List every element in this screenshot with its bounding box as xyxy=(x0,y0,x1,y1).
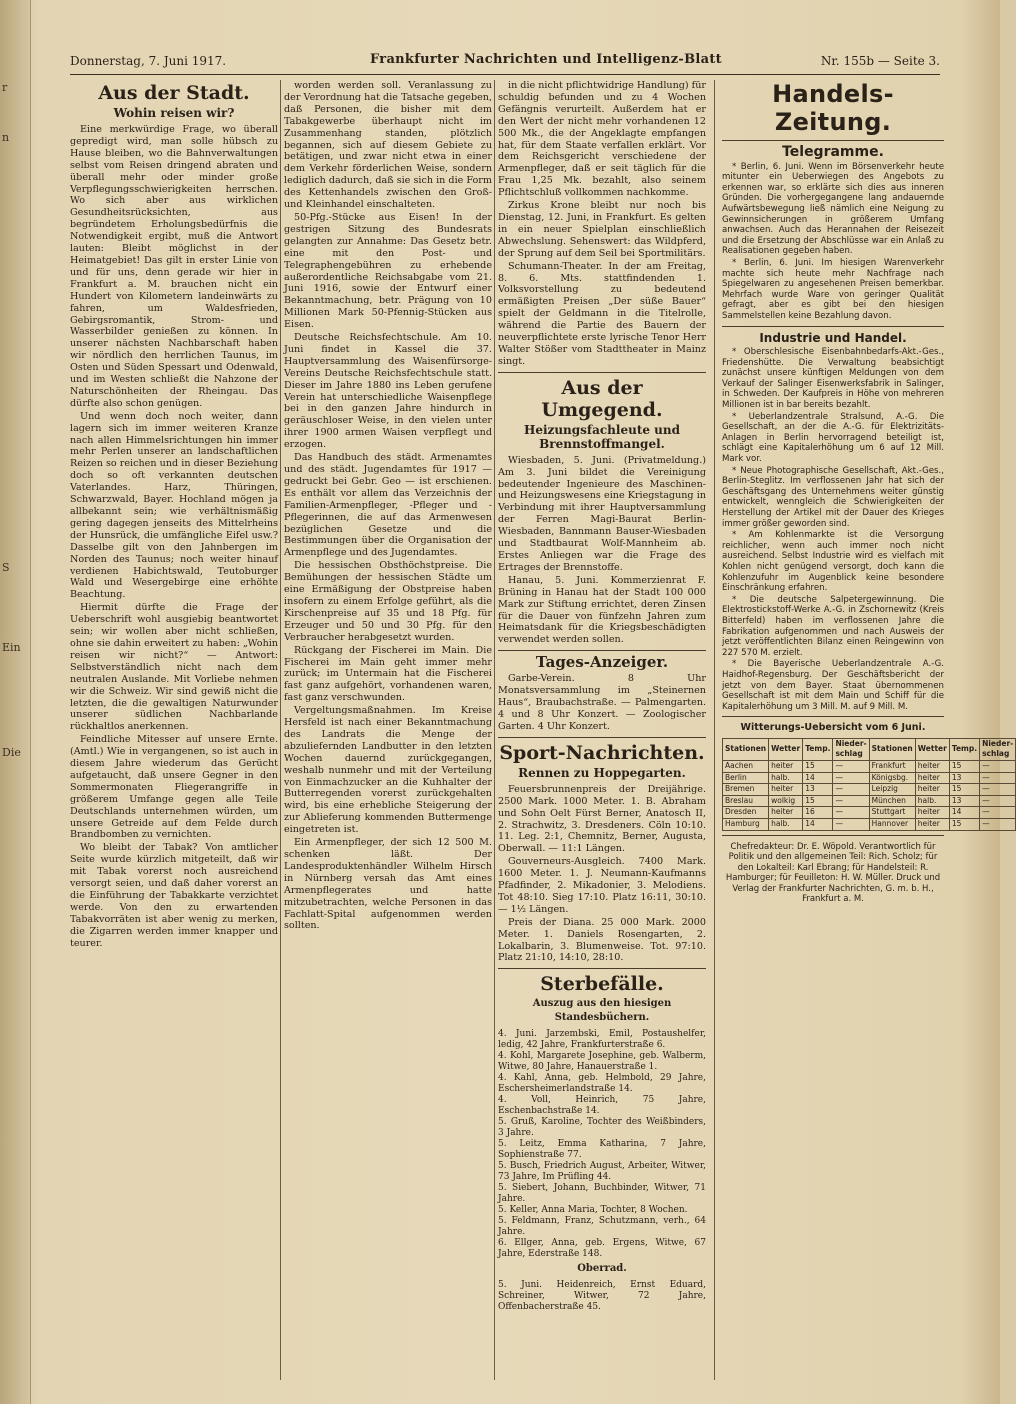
article-paragraph: Hanau, 5. Juni. Kommerzienrat F. Brüning in Hanau hat der Stadt 100 000 Mark zur Stiftung errichtet, deren Zinsen für die Dauer von fünfzehn Jahren zum Heimatsdank für die Kriegsbeschädigten verwendet werden sollen. xyxy=(498,574,706,646)
weather-cell: heiter xyxy=(915,819,949,831)
weather-cell: — xyxy=(980,772,1016,784)
weather-cell: 15 xyxy=(949,761,979,773)
weather-cell: — xyxy=(833,784,869,796)
article-paragraph: 50-Pfg.-Stücke aus Eisen! In der gestrigen Sitzung des Bundesrats gelangten zur Annahme: Das Gesetz betr. eine mit den Post- und Telegraphengebühren zu erhebende außerordentliche Reichsabgabe vom 21. Juni 1916, sowie der Entwurf einer Bekanntmachung, betr. Prägung von 10 Millionen Mark 50-Pfennig-Stücken aus Eisen. xyxy=(284,211,492,331)
death-entry: 5. Siebert, Johann, Buchbinder, Witwer, 71 Jahre. xyxy=(498,1183,706,1205)
death-entry: 5. Keller, Anna Maria, Tochter, 8 Wochen. xyxy=(498,1205,688,1216)
left-page-edge xyxy=(0,0,31,1404)
weather-row xyxy=(723,784,1016,796)
article-paragraph: Das Handbuch des städt. Armenamtes und des städt. Jugendamtes für 1917 — gedruckt bei Gebr. Geo — ist erschienen. Es enthält vor allem das Verzeichnis der Familien-Armenpfleger, -Pfleger und -Pflegerinnen, die auf das Armenwesen bezüglichen Gesetze und die Bestimmungen über die Organisation der Armenpflege und des Jugendamtes. xyxy=(284,452,492,559)
weather-header: Temp. xyxy=(949,738,979,760)
weather-cell: 15 xyxy=(803,795,833,807)
race-result: Feuersbrunnenpreis der Dreijährige. 2500 Mark. 1000 Meter. 1. B. Abraham und Sohn Oelt Fürst Berner, Anatosch II, 2. Strachwitz, 3. Dresdeners. Cöln 10:10. 11. Leg. 2:1, Chemnitz, Berner, Augusta, Oberwall. — 11:1 Längen. xyxy=(498,783,706,855)
weather-cell: wolkig xyxy=(769,795,803,807)
race-result: Gouverneurs-Ausgleich. 7400 Mark. 1600 Meter. 1. J. Neumann-Kaufmanns Pfadfinder, 2. Mikadonier, 3. Melodiens. Tot 48:10. Sieg 17:10. Platz 16:11, 30:10. — 1½ Längen. xyxy=(498,856,706,915)
weather-cell: — xyxy=(980,795,1016,807)
weather-row xyxy=(723,795,1016,807)
industry-paragraph: * Ueberlandzentrale Stralsund, A.-G. Die Gesellschaft, an der die A.-G. für Elektrizitäts-Anlagen in Berlin hervorragend beteiligt ist, schlägt eine Kapitalerhöhung um 6 auf 12 Mill. Mark vor. xyxy=(722,411,944,465)
article-paragraph: Deutsche Reichsfechtschule. Am 10. Juni findet in Kassel die 37. Hauptversammlung des Waisenfürsorge-Vereins Deutsche Reichsfechtschule statt. Dieser im Jahre 1880 ins Leben gerufene Verein hat unterschiedliche Waisenpflege bei in den ganzen Jahre hindurch in geräuschloser Weise, in den vielen unter ihrer 1900 armen Waisen verpflegt und erzogen. xyxy=(284,332,492,451)
industry-paragraph: * Die deutsche Salpetergewinnung. Die Elektrostickstoff-Werke A.-G. in Zschornewitz (Kreis Bitterfeld) haben im verflossenen Jahre die Fabrikation aufgenommen und nach Ausweis der jetzt veröffentlichten Bilanz einen Reingewinn von 227 570 M. erzielt. xyxy=(722,594,944,658)
weather-cell: Dresden xyxy=(723,807,769,819)
article-paragraph: * Berlin, 6. Juni. Im hiesigen Warenverkehr machte sich heute mehr Nachfrage nach Spiegelwaren zu angesehenen Preisen bemerkbar. Mehrfach wurde Ware von geringer Qualität gefragt, aber es gibt bei den hiesigen Sammelstellen keine Bezahlung davon. xyxy=(722,257,944,321)
weather-cell: 15 xyxy=(803,761,833,773)
weather-cell: — xyxy=(980,819,1016,831)
death-entry: 4. Kohl, Margarete Josephine, geb. Walberm, Witwe, 80 Jahre, Hanauerstraße 1. xyxy=(498,1051,706,1073)
weather-cell: Stuttgart xyxy=(869,807,915,819)
weather-cell: heiter xyxy=(769,761,803,773)
weather-cell: München xyxy=(869,795,915,807)
divider xyxy=(498,968,706,969)
weather-row xyxy=(723,819,1016,831)
weather-cell: Königsbg. xyxy=(869,772,915,784)
weather-cell: — xyxy=(980,784,1016,796)
article-paragraph: Wo bleibt der Tabak? Von amtlicher Seite wurde kürzlich mitgeteilt, daß wir mit Tabak vorerst noch ausreichend versorgt seien, und daß daher vorerst an die Einführung der Tabakkarte verzichtet werde. Von den zu erwartenden Tabakvorräten ist aber wenig zu merken, die Zigarren werden immer knapper und teurer. xyxy=(70,842,278,949)
weather-cell: 15 xyxy=(949,784,979,796)
weather-cell: halb. xyxy=(769,772,803,784)
masthead xyxy=(70,52,940,75)
column-handelszeitung xyxy=(722,80,1014,1380)
weather-cell: — xyxy=(833,807,869,819)
weather-header: Temp. xyxy=(803,738,833,760)
weather-row xyxy=(723,761,1016,773)
telegram-heading: Telegramme. xyxy=(782,144,884,160)
article-paragraph: worden werden soll. Veranlassung zu der Verordnung hat die Tatsache gegeben, daß Personen, die bisher mit dem Tabakgewerbe überhaupt nicht im Zusammenhang standen, plötzlich begannen, sich auf diesem Gebiete zu betätigen, und zwar nicht etwa in einer dem Verkehr förderlichen Weise, sondern lediglich dadurch, daß sie sich in die Form des Kettenhandels zwischen den Groß- und Kleinhandel einschalteten. xyxy=(284,80,492,211)
divider xyxy=(498,372,706,373)
weather-header: Nieder-schlag xyxy=(980,738,1016,760)
death-entry: 4. Juni. Jarzembski, Emil, Postaushelfer, ledig, 42 Jahre, Frankfurterstraße 6. xyxy=(498,1029,706,1051)
section-heading-tagesanzeiger: Tages-Anzeiger. xyxy=(535,653,669,672)
industry-heading: Industrie und Handel. xyxy=(759,330,907,345)
death-entry: 5. Juni. Heidenreich, Ernst Eduard, Schreiner, Witwer, 72 Jahre, Offenbacherstraße 45. xyxy=(498,1280,706,1313)
weather-cell: heiter xyxy=(915,807,949,819)
industry-paragraph: * Oberschlesische Eisenbahnbedarfs-Akt.-Ges., Friedenshütte. Die Verwaltung beabsichtigt zunächst unsere künftigen Meldungen von dem Verkauf der Salinger Eisenwerksfabrik in Salinger, in Schweden. Der Kaufpreis in Höhe von mehreren Millionen ist in bar bereits bezahlt. xyxy=(722,347,944,411)
issue-number: Nr. 155b — Seite 3. xyxy=(820,54,940,68)
column-local-news-continued xyxy=(284,80,492,1380)
edge-fragment: Die xyxy=(2,746,21,759)
weather-cell: heiter xyxy=(769,807,803,819)
weather-heading: Witterungs-Uebersicht vom 6 Juni. xyxy=(740,722,926,734)
weather-cell: heiter xyxy=(769,784,803,796)
section-heading-handels: Handels-Zeitung. xyxy=(772,80,894,136)
weather-cell: 14 xyxy=(949,807,979,819)
weather-cell: — xyxy=(833,772,869,784)
divider xyxy=(722,140,944,141)
article-heading-reisen: Wohin reisen wir? xyxy=(113,106,235,120)
weather-cell: Berlin xyxy=(723,772,769,784)
deaths-subheading-oberrad: Oberrad. xyxy=(577,1263,627,1275)
edge-fragment: Ein xyxy=(2,641,21,654)
deaths-subheading: Auszug aus den hiesigen Standesbüchern. xyxy=(532,998,672,1024)
weather-cell: 13 xyxy=(949,772,979,784)
weather-cell: — xyxy=(980,807,1016,819)
weather-cell: — xyxy=(833,795,869,807)
article-paragraph: Feindliche Mitesser auf unsere Ernte. (Amtl.) Wie in vergangenen, so ist auch in diesem Jahre wiederum das Gerücht aufgetaucht, daß unsere Gegner in den Sommermonaten Fliegerangriffe in größerem Umfange gegen alle Teile Deutschlands unternehmen würden, um unsere Getreide auf dem Felde durch Brandbomben zu vernichten. xyxy=(70,734,278,841)
weather-table xyxy=(722,738,1016,831)
edge-fragment: S xyxy=(2,561,10,574)
weather-cell: 14 xyxy=(803,772,833,784)
article-paragraph: Wiesbaden, 5. Juni. (Privatmeldung.) Am 3. Juni bildet die Vereinigung bedeutender Ingenieure des Maschinen- und Heizungswesens eine Kriegstagung in Verbindung mit ihrer Hauptversammlung der Ferren Magi-Baurat Berlin-Wiesbaden, Bannmann Bauser-Wiesbaden und Stadtbaurat Wolf-Mannheim ab. Erstes Anliegen war die Frage des Ertrages der Brennstoffe. xyxy=(498,454,706,573)
weather-cell: heiter xyxy=(915,772,949,784)
weather-cell: heiter xyxy=(915,784,949,796)
weather-header: Stationen xyxy=(869,738,915,760)
weather-cell: 13 xyxy=(803,784,833,796)
article-heading-hoppegarten: Rennen zu Hoppegarten. xyxy=(518,765,686,780)
weather-row xyxy=(723,772,1016,784)
weather-cell: heiter xyxy=(915,761,949,773)
industry-paragraph: * Neue Photographische Gesellschaft, Akt.-Ges., Berlin-Steglitz. Im verflossenen Jahr hat sich der Geschäftsgang des Unternehmens weiter günstig entwickelt, wenngleich die Schwierigkeiten der Herstellung der Artikel mit der Dauer des Krieges immer größer geworden sind. xyxy=(722,465,944,529)
article-paragraph: Die hessischen Obsthöchstpreise. Die Bemühungen der hessischen Städte um eine Ermäßigung der Obstpreise haben insofern zu einem Erfolge geführt, als die Kirschenpreise auf 35 und 18 Pfg. für Erzeuger und 50 und 30 Pfg. für den Verbraucher herabgesetzt wurden. xyxy=(284,560,492,643)
weather-header: Stationen xyxy=(723,738,769,760)
death-entry: 4. Kahl, Anna, geb. Helmbold, 29 Jahre, Eschersheimerlandstraße 14. xyxy=(498,1073,706,1095)
article-paragraph: Vergeltungsmaßnahmen. Im Kreise Hersfeld ist nach einer Bekanntmachung des Landrats die Menge der abzuliefernden Landbutter in den letzten Wochen dauernd zurückgegangen, weshalb nunmehr und mit der Verteilung von Einmachzucker an die Kuhhalter der Butterregenden vorerst zurückgehalten wird, bis eine erhebliche Steigerung der zur Ablieferung kommenden Buttermenge eingetreten ist. xyxy=(284,705,492,836)
weather-header: Wetter xyxy=(769,738,803,760)
column-rule xyxy=(714,80,715,1380)
death-entry: 4. Voll, Heinrich, 75 Jahre, Eschenbachstraße 14. xyxy=(498,1095,706,1117)
column-rule xyxy=(494,80,495,1380)
weather-cell: 14 xyxy=(803,819,833,831)
weather-cell: 16 xyxy=(803,807,833,819)
article-paragraph: Und wenn doch noch weiter, dann lagern sich im immer weiteren Kranze nach allen Himmelsrichtungen hin immer mehr Perlen unserer an landschaftlichen Reizen so reichen und in dieser Beziehung doch so oft verkannten deutschen Vaterlandes. Harz, Thüringen, Schwarzwald, Bayer. Hochland mögen ja allbekannt sein; wie verhältnismäßig gering dagegen jenseits des Mittelrheins der Hunsrück, die umfängliche Eifel usw.? Dasselbe gilt von den Jahnbergen im Norden des Taunus; noch weiter hinauf verdienen Habichtswald, Teutoburger Wald und Wesergebirge eine erhöhte Beachtung. xyxy=(70,410,278,601)
death-entry: 5. Feldmann, Franz, Schutzmann, verh., 64 Jahre. xyxy=(498,1216,706,1238)
section-heading-umgegend: Aus der Umgegend. xyxy=(541,376,663,421)
weather-row xyxy=(723,807,1016,819)
column-rule xyxy=(280,80,281,1380)
weather-cell: — xyxy=(833,761,869,773)
divider xyxy=(498,737,706,738)
imprint-footer: Chefredakteur: Dr. E. Wöpold. Verantwortlich für Politik und den allgemeinen Teil: Rich. Scholz; für den Lokalteil: Karl Ebrang; für Handelsteil: R. Hamburger; für Feuilleton: H. W. Müller. Druck und Verlag der Frankfurter Nachrichten, G. m. b. H., Frankfurt a. M. xyxy=(725,841,941,905)
divider xyxy=(722,835,944,836)
weather-cell: — xyxy=(980,761,1016,773)
section-heading-sterbefaelle: Sterbefälle. xyxy=(540,973,664,996)
weather-cell: 13 xyxy=(949,795,979,807)
weather-cell: Leipzig xyxy=(869,784,915,796)
weather-header: Nieder-schlag xyxy=(833,738,869,760)
article-paragraph: in die nicht pflichtwidrige Handlung) für schuldig befunden und zu 4 Wochen Gefängnis verurteilt. Außerdem hat er den Wert der nicht mehr vorhandenen 12 500 Mk., die der Angeklagte empfangen hat, für dem Staate verfallen erklärt. Vor dem Reichsgericht verschiedene der Armenpfleger, daß er seit täglich für die Frau 1,25 Mk. bezahlt, also seinem Pflichtschluß vollkommen nachkomme. xyxy=(498,80,706,199)
section-heading-sport: Sport-Nachrichten. xyxy=(499,741,705,764)
weather-header: Wetter xyxy=(915,738,949,760)
death-entry: 6. Ellger, Anna, geb. Ergens, Witwe, 67 Jahre, Ederstraße 148. xyxy=(498,1238,706,1260)
weather-cell: — xyxy=(833,819,869,831)
article-paragraph: * Berlin, 6. Juni. Wenn im Börsenverkehr heute mitunter ein Ueberwiegen des Angebots zu erkennen war, so erklärte sich dies aus inneren Gründen. Die vorhergegangene lang andauernde Aufwärtsbewegung ließ nämlich eine Neigung zu Gewinnsicherungen in größerem Umfang anwachsen. Auch das Herannahen der Reisezeit und die Ersetzung der Abschlüsse war ein Anlaß zu Realisationen gegeben haben. xyxy=(722,161,944,257)
weather-cell: Hamburg xyxy=(723,819,769,831)
weather-cell: 15 xyxy=(949,819,979,831)
article-paragraph: Zirkus Krone bleibt nur noch bis Dienstag, 12. Juni, in Frankfurt. Es gelten in ein neuer Spielplan einschließlich Abwechslung. Sehenswert: das Wildpferd, der Sprung auf dem Seil bei Sportmilitärs. xyxy=(498,200,706,259)
edge-fragment: n xyxy=(2,131,10,144)
industry-paragraph: * Am Kohlenmarkte ist die Versorgung reichlicher, wenn auch immer noch nicht ausreichend. Selbst Industrie wird es vielfach mit Kohlen nicht genügend versorgt, doch kann die Kohlenzufuhr im Augenblick keine besondere Einschränkung erfahren. xyxy=(722,530,944,594)
death-entry: 5. Leitz, Emma Katharina, 7 Jahre, Sophienstraße 77. xyxy=(498,1139,706,1161)
industry-paragraph: * Die Bayerische Ueberlandzentrale A.-G. Haidhof-Regensburg. Der Geschäftsbericht der jetzt von dem Bayer. Staat übernommenen Gesellschaft ist mit dem Main und Schiff für die Kapitalerhöhung um 3 Mill. M. auf 9 Mill. M. xyxy=(722,659,944,712)
article-paragraph: Eine merkwürdige Frage, wo überall gepredigt wird, man solle hübsch zu Hause bleiben, wo die Bahnverwaltungen selbst vom Reisen dringend abraten und überall mehr oder minder große Verpflegungsschwierigkeiten herrschen. Wo sich aber aus wirklichen Gesundheitsrücksichten, aus begründetem Erholungsbedürfnis die Notwendigkeit ergibt, muß die Antwort lauten: Bleibt möglichst in der Heimatgebiet! Das gilt in erster Linie von und für uns, denn gerade wir hier in Frankfurt a. M. brauchen nicht ein Hundert von Kilometern landeinwärts zu fahren, um Waldesfrieden, Gebirgsromantik, Strom- und Wasserbilder genießen zu können. In unserer nächsten Nachbarschaft haben wir nördlich den herrlichen Taunus, im Osten und Süden Spessart und Odenwald, und im Westen schließt die Nahzone der Naturschönheiten der Rheingau. Das dürfte also schon genügen. xyxy=(70,124,278,409)
death-entry: 5. Busch, Friedrich August, Arbeiter, Witwer, 73 Jahre, Im Prüfling 44. xyxy=(498,1161,706,1183)
race-result: Preis der Diana. 25 000 Mark. 2000 Meter. 1. Daniels Rosengarten, 2. Lokalbarin, 3. Blumenweise. Tot. 97:10. Platz 21:10, 14:10, 28:10. xyxy=(498,916,706,964)
article-paragraph: Ein Armenpfleger, der sich 12 500 M. schenken läßt. Der Landesproduktenhändler Wilhelm Hirsch in Nürnberg versah das Amt eines Armenpflegerates und hatte mitzubetrachten, welche Personen in das Fachlatt-Spital aufgenommen werden sollten. xyxy=(284,837,492,932)
weather-cell: Hannover xyxy=(869,819,915,831)
column-region-sport xyxy=(498,80,706,1380)
article-paragraph: Schumann-Theater. In der am Freitag, 8. 6. Mts. stattfindenden 1. Volksvorstellung zu bedeutend ermäßigten Preisen „Der süße Bauer“ spielt der Geldmann in die Titelrolle, während die Partie des Bauern der neuverpflichtete erste lyrische Tenor Herr Walter Stößer vom Stadttheater in Mainz singt. xyxy=(498,260,706,367)
death-entry: 5. Gruß, Karoline, Tochter des Weißbinders, 3 Jahre. xyxy=(498,1117,706,1139)
issue-date: Donnerstag, 7. Juni 1917. xyxy=(70,54,227,68)
weather-cell: Breslau xyxy=(723,795,769,807)
edge-fragment: r xyxy=(2,81,8,94)
weather-cell: Aachen xyxy=(723,761,769,773)
tagesanzeiger-text: Garbe-Verein. 8 Uhr Monatsversammlung im „Steinernen Haus“, Braubachstraße. — Palmengarten. 4 und 8 Uhr Konzert. — Zoologischer Garten. 4 Uhr Konzert. xyxy=(498,673,706,732)
weather-cell: halb. xyxy=(769,819,803,831)
article-heading-heizung: Heizungsfachleute und Brennstoffmangel. xyxy=(523,422,681,451)
weather-cell: halb. xyxy=(915,795,949,807)
weather-cell: Frankfurt xyxy=(869,761,915,773)
divider xyxy=(722,326,944,327)
newspaper-title: Frankfurter Nachrichten und Intelligenz-Blatt xyxy=(370,52,722,67)
section-heading-stadt: Aus der Stadt. xyxy=(98,82,250,104)
divider xyxy=(722,716,944,717)
column-local-news xyxy=(70,80,278,1380)
article-paragraph: Hiermit dürfte die Frage der Ueberschrift wohl ausgiebig beantwortet sein; wir wollen aber nicht schließen, ohne sie dahin erweitert zu haben: „Wohin reisen wir nicht?“ — Antwort: Selbstverständlich nicht nach dem neutralen Auslande. Mit Vorliebe nehmen wir die Schweiz. Wir sind gewiß nicht die letzten, die die gewaltigen Naturwunder unserer südlichen Nachbarlande rückhaltlos anerkennen. xyxy=(70,602,278,733)
article-paragraph: Rückgang der Fischerei im Main. Die Fischerei im Main geht immer mehr zurück; im Untermain hat die Fischerei fast ganz aufgehört, vorhandenen waren, fast ganz verschwunden. xyxy=(284,644,492,704)
divider xyxy=(498,650,706,651)
weather-cell: Bremen xyxy=(723,784,769,796)
